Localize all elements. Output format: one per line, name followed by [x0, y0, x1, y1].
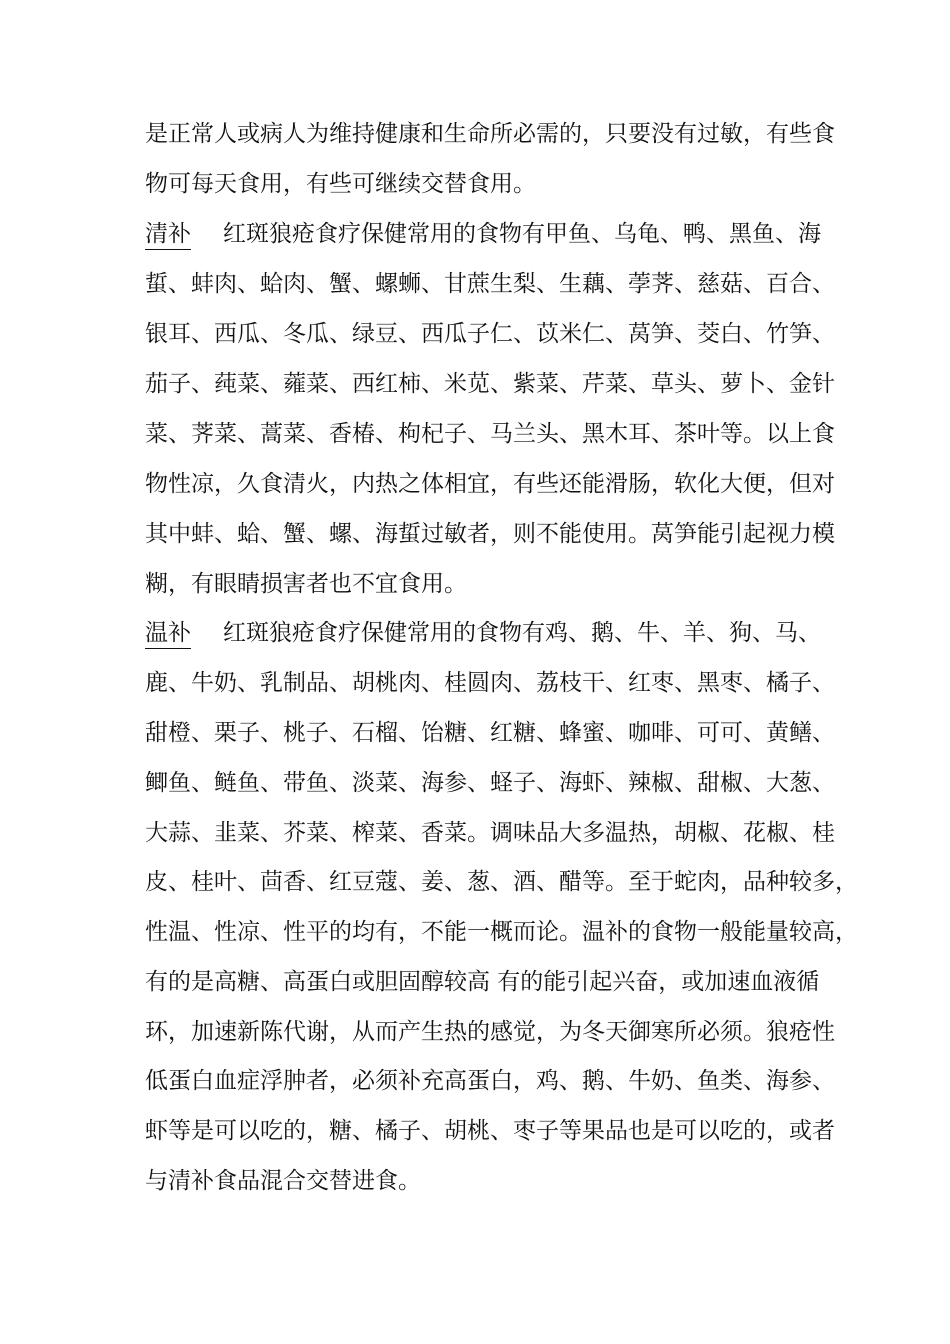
section-wenbu-line: 大蒜、韭菜、芥菜、榨菜、香菜。调味品大多温热，胡椒、花椒、桂 — [145, 820, 835, 846]
intro-line-2: 物可每天食用，有些可继续交替食用。 — [145, 171, 536, 197]
section-qingbu-line: 茄子、莼菜、蕹菜、西红柿、米苋、紫菜、芹菜、草头、萝卜、金针 — [145, 371, 835, 397]
section-qingbu-line: 菜、荠菜、蒿菜、香椿、枸杞子、马兰头、黑木耳、茶叶等。以上食 — [145, 421, 835, 447]
section-qingbu-line: 其中蚌、蛤、蟹、螺、海蜇过敏者，则不能使用。莴笋能引起视力模 — [145, 521, 835, 547]
section-qingbu-line: 糊，有眼睛损害者也不宜食用。 — [145, 571, 467, 597]
section-wenbu-line: 甜橙、栗子、桃子、石榴、饴糖、红糖、蜂蜜、咖啡、可可、黄鳝、 — [145, 720, 835, 746]
section-qingbu-line: 银耳、西瓜、冬瓜、绿豆、西瓜子仁、苡米仁、莴笋、茭白、竹笋、 — [145, 321, 835, 347]
section-wenbu-line: 皮、桂叶、茴香、红豆蔻、姜、葱、酒、醋等。至于蛇肉，品种较多， — [145, 869, 858, 895]
section-wenbu-line: 环，加速新陈代谢，从而产生热的感觉，为冬天御寒所必须。狼疮性 — [145, 1019, 835, 1045]
section-wenbu-line: 鲫鱼、鲢鱼、带鱼、淡菜、海参、蛏子、海虾、辣椒、甜椒、大葱、 — [145, 770, 835, 796]
section-wenbu-first-text: 红斑狼疮食疗保健常用的食物有鸡、鹅、牛、羊、狗、马、 — [223, 620, 821, 646]
section-wenbu-line: 性温、性凉、性平的均有，不能一概而论。温补的食物一般能量较高， — [145, 919, 858, 945]
section-qingbu-line: 物性凉，久食清火，内热之体相宜，有些还能滑肠，软化大便，但对 — [145, 471, 835, 497]
section-qingbu-first-line — [145, 218, 821, 250]
section-wenbu-line: 有的是高糖、高蛋白或胆固醇较高 有的能引起兴奋，或加速血液循 — [145, 969, 820, 995]
intro-line-1: 是正常人或病人为维持健康和生命所必需的，只要没有过敏，有些食 — [145, 121, 835, 147]
section-heading-qingbu: 清补 — [145, 219, 191, 250]
section-wenbu-line: 虾等是可以吃的，糖、橘子、胡桃、枣子等果品也是可以吃的，或者 — [145, 1118, 835, 1144]
section-qingbu-line: 蜇、蚌肉、蛤肉、蟹、螺蛳、甘蔗生梨、生藕、荸荠、慈菇、百合、 — [145, 271, 835, 297]
section-qingbu-first-text: 红斑狼疮食疗保健常用的食物有甲鱼、乌龟、鸭、黑鱼、海 — [223, 221, 821, 247]
section-heading-wenbu: 温补 — [145, 618, 191, 649]
section-wenbu-line: 与清补食品混合交替进食。 — [145, 1168, 421, 1194]
section-wenbu-line: 低蛋白血症浮肿者，必须补充高蛋白，鸡、鹅、牛奶、鱼类、海参、 — [145, 1068, 835, 1094]
section-wenbu-line: 鹿、牛奶、乳制品、胡桃肉、桂圆肉、荔枝干、红枣、黑枣、橘子、 — [145, 670, 835, 696]
section-wenbu-first-line — [145, 617, 821, 649]
